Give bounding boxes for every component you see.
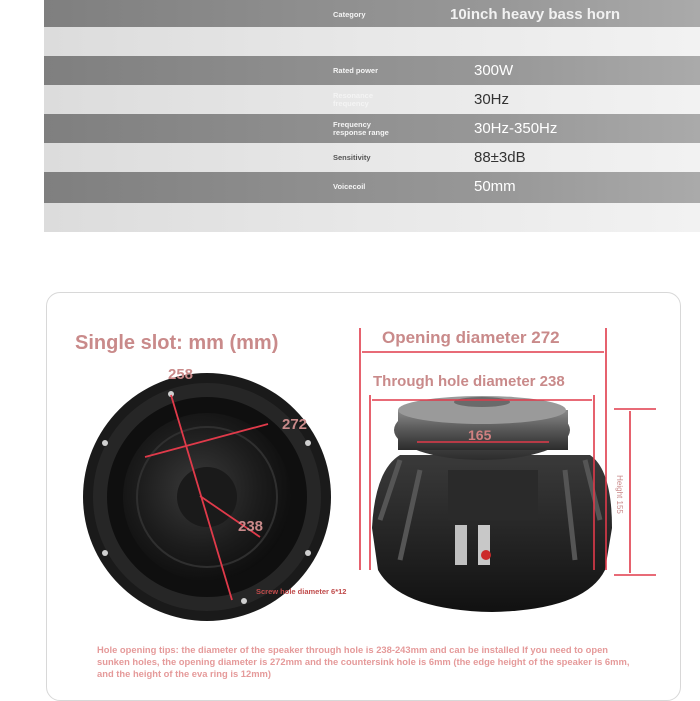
spec-value: 30Hz-350Hz (474, 120, 558, 137)
spec-value: 50mm (474, 178, 516, 195)
spec-value: 88±3dB (474, 149, 526, 166)
spec-label: Resonance frequency (333, 90, 374, 108)
dim-272-label: 272 (282, 416, 308, 433)
magnet-diameter-label: 165 (468, 427, 492, 443)
dim-238-label: 238 (238, 518, 264, 535)
through-hole-diameter-label: Through hole diameter 238 (373, 373, 565, 390)
height-label: Height 155 (614, 475, 624, 514)
spec-label: Sensitivity (333, 152, 371, 162)
speaker-side-view (372, 396, 612, 612)
spec-value: 300W (474, 62, 514, 79)
spec-value: 30Hz (474, 91, 510, 108)
spec-value: 10inch heavy bass horn (450, 6, 621, 23)
spec-label: Voicecoil (333, 181, 366, 191)
speaker-front-view (83, 373, 331, 621)
screw-hole-note: Screw hole diameter 6*12 (256, 587, 347, 596)
opening-diameter-label: Opening diameter 272 (382, 328, 560, 347)
hole-opening-tips: Hole opening tips: the diameter of the speaker through hole is 238-243mm and can be installed If you need to open sunken holes, the opening diameter is 272mm and the countersink hole is 6mm (the edge height of the speaker is 6mm, and the height of the eva ring is 12mm) (97, 644, 630, 679)
dim-258-label: 258 (168, 366, 194, 383)
spec-label: Rated power (333, 65, 379, 75)
spec-label: Category (333, 9, 366, 19)
spec-label: Frequency response range (333, 119, 389, 137)
diagram-title: Single slot: mm (mm) (75, 332, 279, 354)
